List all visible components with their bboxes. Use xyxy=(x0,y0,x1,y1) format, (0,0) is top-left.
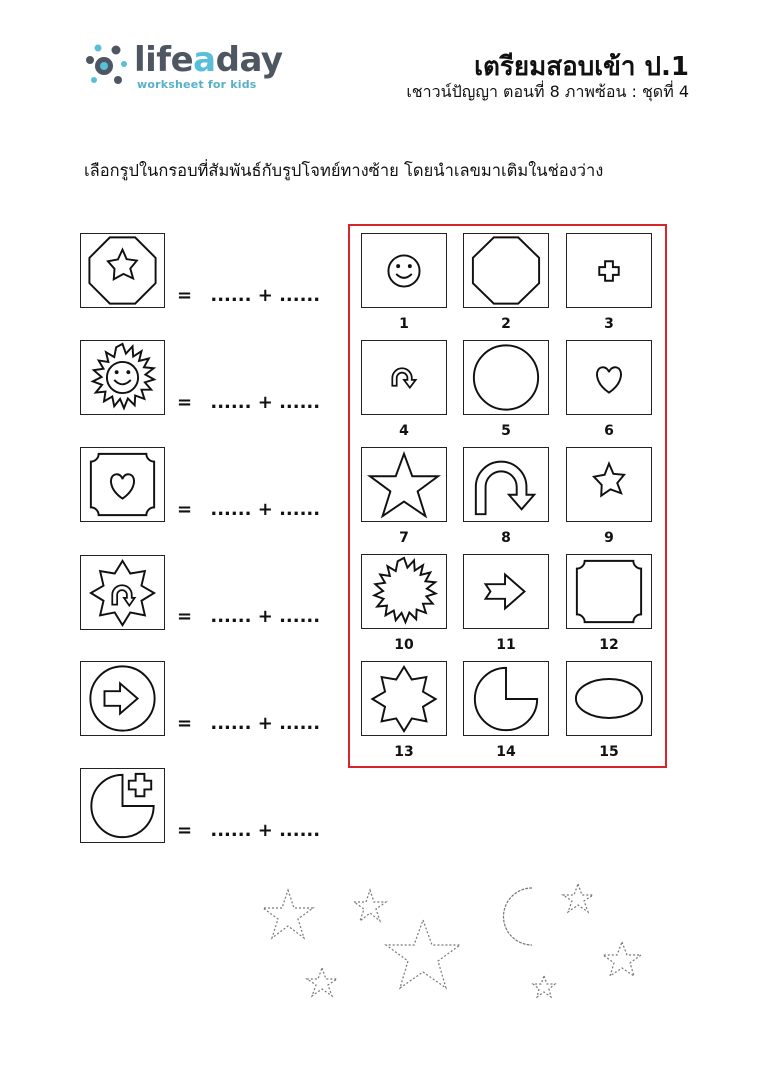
decorative-stars-moon-icon xyxy=(250,880,650,1000)
option-10[interactable] xyxy=(361,554,447,629)
brand-tagline: worksheet for kids xyxy=(137,78,257,91)
question-2-figure xyxy=(80,340,165,415)
option-7[interactable] xyxy=(361,447,447,522)
answer-blank-1[interactable]: ...... xyxy=(210,392,252,413)
answer-blank-1[interactable]: ...... xyxy=(210,499,252,520)
arrow-right-icon xyxy=(464,555,548,628)
option-number: 9 xyxy=(604,530,614,546)
option-15[interactable] xyxy=(566,661,652,736)
five-point-star-icon xyxy=(362,448,446,521)
answer-blank-1[interactable]: ...... xyxy=(210,713,252,734)
heart-icon xyxy=(567,341,651,414)
option-11[interactable] xyxy=(463,554,549,629)
question-5-answer[interactable] xyxy=(177,713,320,734)
circle-with-arrow-icon xyxy=(81,662,164,735)
option-number: 8 xyxy=(501,530,511,546)
brand-wordmark xyxy=(134,40,283,80)
answer-blank-2[interactable]: ...... xyxy=(279,392,321,413)
option-number: 14 xyxy=(496,744,516,760)
circle-icon xyxy=(464,341,548,414)
question-4-answer[interactable] xyxy=(177,606,320,627)
question-1-figure xyxy=(80,233,165,308)
ellipse-icon xyxy=(567,662,651,735)
answer-blank-2[interactable]: ...... xyxy=(279,499,321,520)
brand-name-part2: a xyxy=(193,40,216,80)
pie-icon xyxy=(464,662,548,735)
option-number: 5 xyxy=(501,423,511,439)
plus-sign: + xyxy=(257,285,273,306)
option-14[interactable] xyxy=(463,661,549,736)
plus-sign: + xyxy=(257,499,273,520)
option-number: 6 xyxy=(604,423,614,439)
notched-square-icon xyxy=(567,555,651,628)
option-9[interactable] xyxy=(566,447,652,522)
question-1-answer[interactable] xyxy=(177,285,320,306)
question-6-figure xyxy=(80,768,165,843)
option-2[interactable] xyxy=(463,233,549,308)
octagon-icon xyxy=(464,234,548,307)
option-number: 12 xyxy=(599,637,619,653)
question-3-figure xyxy=(80,447,165,522)
brand-name-part1: life xyxy=(134,40,194,80)
question-2-answer[interactable] xyxy=(177,392,320,413)
plus-sign: + xyxy=(257,606,273,627)
brand-name-part3: day xyxy=(215,40,283,80)
equals-sign: = xyxy=(177,606,193,627)
question-6-answer[interactable] xyxy=(177,820,320,841)
equals-sign: = xyxy=(177,713,193,734)
answer-blank-1[interactable]: ...... xyxy=(210,285,252,306)
lifeaday-logo-icon xyxy=(82,40,130,88)
option-number: 4 xyxy=(399,423,409,439)
option-number: 13 xyxy=(394,744,414,760)
instruction-text: เลือกรูปในกรอบที่สัมพันธ์กับรูปโจทย์ทางซ้าย โดยนำเลขมาเติมในช่องว่าง xyxy=(84,161,604,180)
equals-sign: = xyxy=(177,285,193,306)
equals-sign: = xyxy=(177,820,193,841)
option-number: 1 xyxy=(399,316,409,332)
answer-blank-1[interactable]: ...... xyxy=(210,820,252,841)
question-3-answer[interactable] xyxy=(177,499,320,520)
equals-sign: = xyxy=(177,392,193,413)
question-5-figure xyxy=(80,661,165,736)
large-seven-point-star-icon xyxy=(362,662,446,735)
small-arc-arrow-icon xyxy=(362,341,446,414)
pie-with-cross-icon xyxy=(81,769,164,842)
option-number: 11 xyxy=(496,637,516,653)
answer-blank-2[interactable]: ...... xyxy=(279,606,321,627)
star-with-arc-arrow-icon xyxy=(81,556,164,629)
option-12[interactable] xyxy=(566,554,652,629)
option-number: 15 xyxy=(599,744,619,760)
small-seven-point-star-icon xyxy=(567,448,651,521)
option-13[interactable] xyxy=(361,661,447,736)
option-6[interactable] xyxy=(566,340,652,415)
option-number: 2 xyxy=(501,316,511,332)
cross-icon xyxy=(567,234,651,307)
answer-blank-2[interactable]: ...... xyxy=(279,820,321,841)
equals-sign: = xyxy=(177,499,193,520)
plus-sign: + xyxy=(257,392,273,413)
option-4[interactable] xyxy=(361,340,447,415)
octagon-with-star-icon xyxy=(81,234,164,307)
plus-sign: + xyxy=(257,713,273,734)
option-number: 3 xyxy=(604,316,614,332)
option-1[interactable] xyxy=(361,233,447,308)
option-5[interactable] xyxy=(463,340,549,415)
large-arc-arrow-icon xyxy=(464,448,548,521)
answer-blank-2[interactable]: ...... xyxy=(279,285,321,306)
option-8[interactable] xyxy=(463,447,549,522)
page-title: เตรียมสอบเข้า ป.1 xyxy=(474,52,689,82)
plus-sign: + xyxy=(257,820,273,841)
page-subtitle: เชาวน์ปัญญา ตอนที่ 8 ภาพซ้อน : ชุดที่ 4 xyxy=(406,82,689,101)
answer-blank-2[interactable]: ...... xyxy=(279,713,321,734)
sunburst-with-smiley-icon xyxy=(81,341,164,414)
option-number: 7 xyxy=(399,530,409,546)
sunburst-icon xyxy=(362,555,446,628)
option-3[interactable] xyxy=(566,233,652,308)
notched-square-with-heart-icon xyxy=(81,448,164,521)
smiley-icon xyxy=(362,234,446,307)
question-4-figure xyxy=(80,555,165,630)
answer-blank-1[interactable]: ...... xyxy=(210,606,252,627)
option-number: 10 xyxy=(394,637,414,653)
